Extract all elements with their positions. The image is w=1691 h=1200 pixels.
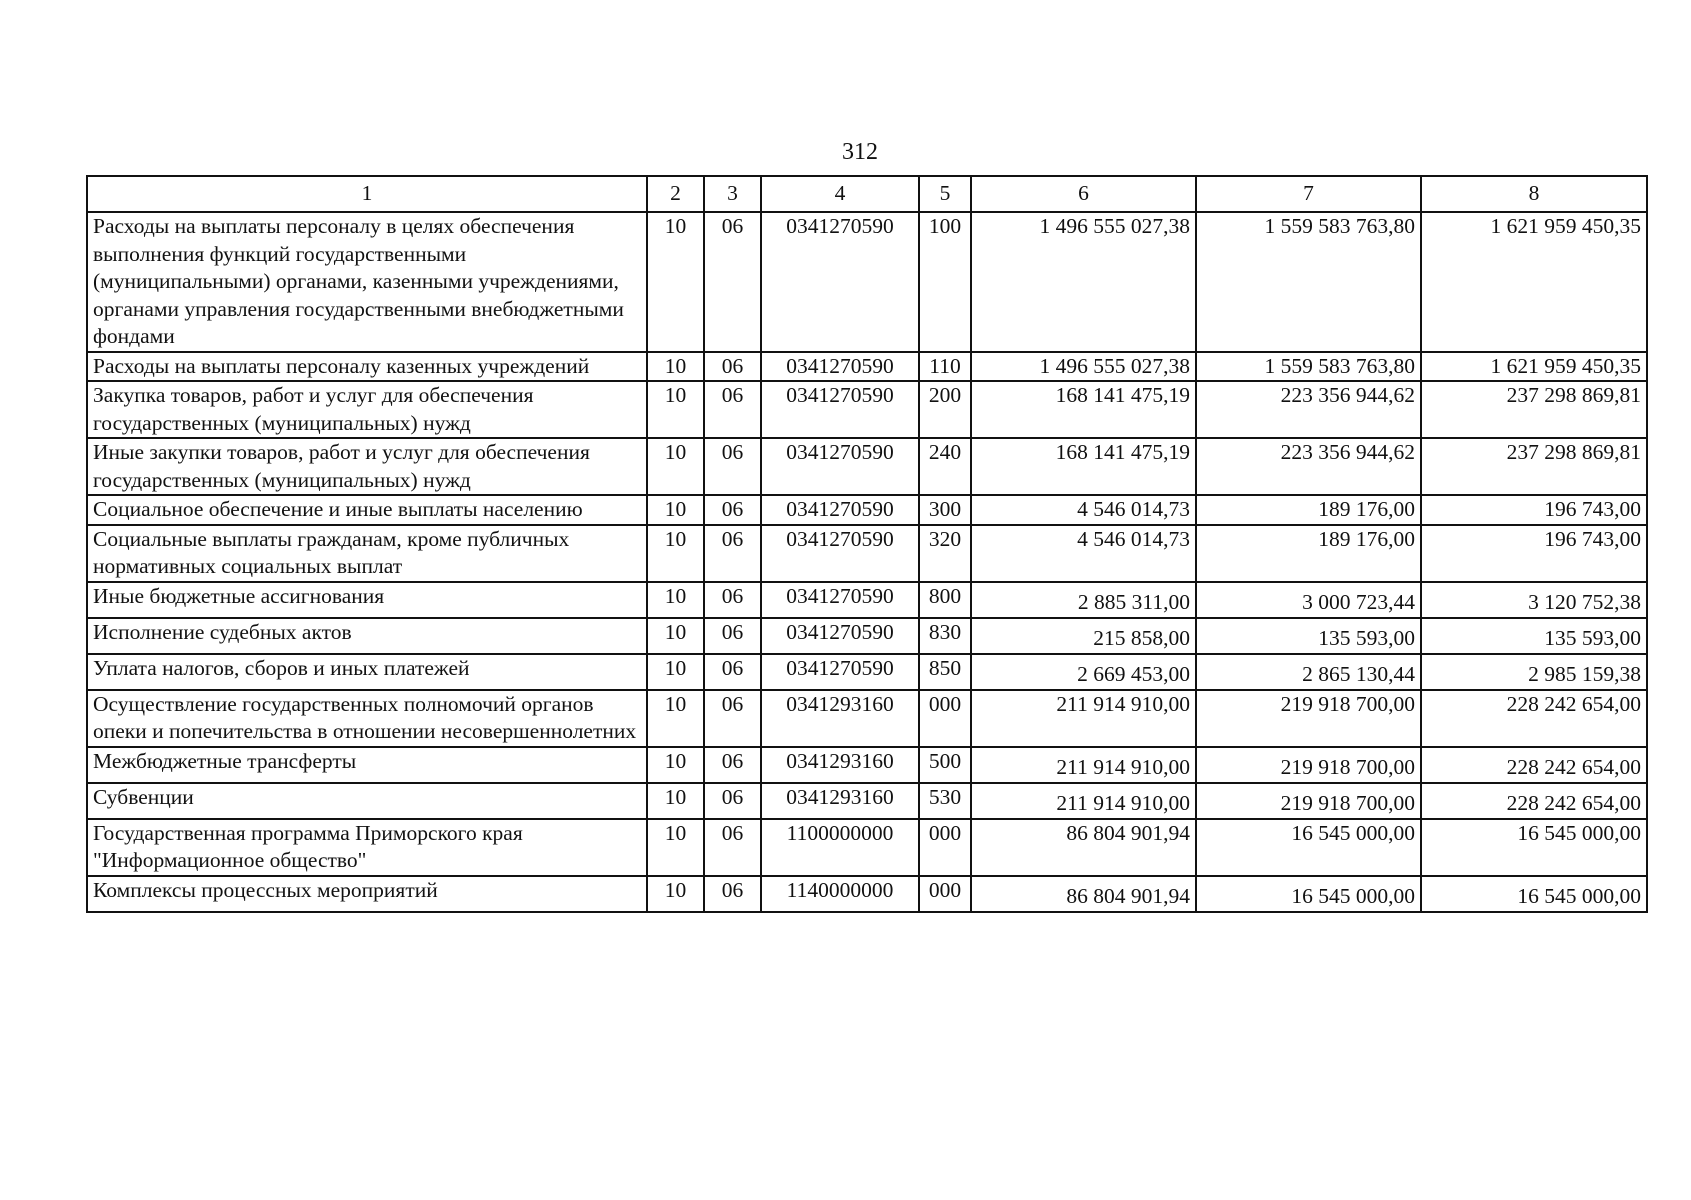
budget-table bbox=[86, 175, 1648, 913]
row-amount-3: 196 743,00 bbox=[1421, 525, 1647, 582]
row-subsection: 06 bbox=[704, 690, 761, 747]
row-amount-1: 168 141 475,19 bbox=[971, 438, 1196, 495]
row-amount-2: 219 918 700,00 bbox=[1196, 783, 1421, 819]
row-amount-1: 86 804 901,94 bbox=[971, 819, 1196, 876]
row-amount-2: 16 545 000,00 bbox=[1196, 876, 1421, 912]
table-row bbox=[87, 876, 1647, 912]
row-name: Закупка товаров, работ и услуг для обеспечения государственных (муниципальных) нужд bbox=[87, 381, 647, 438]
row-section: 10 bbox=[647, 747, 704, 783]
row-subsection: 06 bbox=[704, 352, 761, 382]
row-amount-3: 135 593,00 bbox=[1421, 618, 1647, 654]
row-expense-type: 320 bbox=[919, 525, 971, 582]
row-target-article: 0341270590 bbox=[761, 438, 919, 495]
row-amount-2: 219 918 700,00 bbox=[1196, 690, 1421, 747]
row-amount-2: 3 000 723,44 bbox=[1196, 582, 1421, 618]
row-section: 10 bbox=[647, 582, 704, 618]
row-amount-1: 86 804 901,94 bbox=[971, 876, 1196, 912]
row-expense-type: 500 bbox=[919, 747, 971, 783]
header-cell: 7 bbox=[1196, 176, 1421, 212]
row-amount-1: 168 141 475,19 bbox=[971, 381, 1196, 438]
row-target-article: 0341270590 bbox=[761, 525, 919, 582]
table-row bbox=[87, 352, 1647, 382]
row-expense-type: 850 bbox=[919, 654, 971, 690]
row-amount-3: 196 743,00 bbox=[1421, 495, 1647, 525]
row-amount-1: 1 496 555 027,38 bbox=[971, 212, 1196, 352]
row-subsection: 06 bbox=[704, 525, 761, 582]
table-row bbox=[87, 525, 1647, 582]
row-expense-type: 240 bbox=[919, 438, 971, 495]
row-amount-3: 3 120 752,38 bbox=[1421, 582, 1647, 618]
header-cell: 3 bbox=[704, 176, 761, 212]
table-row bbox=[87, 212, 1647, 352]
row-amount-3: 228 242 654,00 bbox=[1421, 747, 1647, 783]
header-cell: 2 bbox=[647, 176, 704, 212]
row-name: Межбюджетные трансферты bbox=[87, 747, 647, 783]
row-subsection: 06 bbox=[704, 819, 761, 876]
row-amount-2: 1 559 583 763,80 bbox=[1196, 352, 1421, 382]
row-section: 10 bbox=[647, 690, 704, 747]
table-row bbox=[87, 618, 1647, 654]
row-amount-1: 2 669 453,00 bbox=[971, 654, 1196, 690]
row-amount-3: 237 298 869,81 bbox=[1421, 381, 1647, 438]
table-row bbox=[87, 783, 1647, 819]
page-number: 312 bbox=[842, 139, 878, 165]
row-target-article: 0341270590 bbox=[761, 495, 919, 525]
row-amount-2: 135 593,00 bbox=[1196, 618, 1421, 654]
row-amount-3: 228 242 654,00 bbox=[1421, 783, 1647, 819]
row-section: 10 bbox=[647, 438, 704, 495]
row-expense-type: 100 bbox=[919, 212, 971, 352]
row-target-article: 1140000000 bbox=[761, 876, 919, 912]
row-section: 10 bbox=[647, 876, 704, 912]
table-row bbox=[87, 690, 1647, 747]
row-amount-2: 1 559 583 763,80 bbox=[1196, 212, 1421, 352]
row-name: Осуществление государственных полномочий органов опеки и попечительства в отношении несовершеннолетних bbox=[87, 690, 647, 747]
row-amount-2: 2 865 130,44 bbox=[1196, 654, 1421, 690]
row-subsection: 06 bbox=[704, 582, 761, 618]
row-name: Исполнение судебных актов bbox=[87, 618, 647, 654]
row-expense-type: 530 bbox=[919, 783, 971, 819]
row-expense-type: 800 bbox=[919, 582, 971, 618]
row-amount-1: 4 546 014,73 bbox=[971, 495, 1196, 525]
row-amount-3: 16 545 000,00 bbox=[1421, 819, 1647, 876]
row-section: 10 bbox=[647, 495, 704, 525]
table-row bbox=[87, 747, 1647, 783]
header-cell: 4 bbox=[761, 176, 919, 212]
row-amount-2: 189 176,00 bbox=[1196, 495, 1421, 525]
header-cell: 6 bbox=[971, 176, 1196, 212]
row-name: Расходы на выплаты персоналу в целях обеспечения выполнения функций государственными (муниципальными) органами, казенными учреждениями, органами управления государственными внебюджетными фондами bbox=[87, 212, 647, 352]
table-row bbox=[87, 654, 1647, 690]
row-section: 10 bbox=[647, 352, 704, 382]
row-amount-3: 228 242 654,00 bbox=[1421, 690, 1647, 747]
row-expense-type: 200 bbox=[919, 381, 971, 438]
row-expense-type: 830 bbox=[919, 618, 971, 654]
row-subsection: 06 bbox=[704, 783, 761, 819]
row-name: Субвенции bbox=[87, 783, 647, 819]
row-subsection: 06 bbox=[704, 654, 761, 690]
row-name: Иные закупки товаров, работ и услуг для обеспечения государственных (муниципальных) нужд bbox=[87, 438, 647, 495]
row-amount-2: 16 545 000,00 bbox=[1196, 819, 1421, 876]
row-target-article: 0341293160 bbox=[761, 783, 919, 819]
table-row bbox=[87, 438, 1647, 495]
row-amount-1: 211 914 910,00 bbox=[971, 690, 1196, 747]
row-target-article: 0341293160 bbox=[761, 690, 919, 747]
row-subsection: 06 bbox=[704, 618, 761, 654]
row-amount-2: 189 176,00 bbox=[1196, 525, 1421, 582]
row-name: Комплексы процессных мероприятий bbox=[87, 876, 647, 912]
row-section: 10 bbox=[647, 783, 704, 819]
row-expense-type: 000 bbox=[919, 876, 971, 912]
header-row bbox=[87, 176, 1647, 212]
row-section: 10 bbox=[647, 654, 704, 690]
row-target-article: 0341270590 bbox=[761, 352, 919, 382]
row-name: Государственная программа Приморского края "Информационное общество" bbox=[87, 819, 647, 876]
row-amount-1: 215 858,00 bbox=[971, 618, 1196, 654]
row-subsection: 06 bbox=[704, 212, 761, 352]
header-cell: 1 bbox=[87, 176, 647, 212]
row-amount-3: 1 621 959 450,35 bbox=[1421, 212, 1647, 352]
row-subsection: 06 bbox=[704, 438, 761, 495]
row-subsection: 06 bbox=[704, 381, 761, 438]
row-target-article: 0341293160 bbox=[761, 747, 919, 783]
header-cell: 5 bbox=[919, 176, 971, 212]
row-expense-type: 000 bbox=[919, 690, 971, 747]
row-target-article: 0341270590 bbox=[761, 582, 919, 618]
row-amount-1: 4 546 014,73 bbox=[971, 525, 1196, 582]
row-amount-1: 211 914 910,00 bbox=[971, 747, 1196, 783]
table-row bbox=[87, 495, 1647, 525]
row-amount-1: 211 914 910,00 bbox=[971, 783, 1196, 819]
row-subsection: 06 bbox=[704, 747, 761, 783]
row-target-article: 0341270590 bbox=[761, 618, 919, 654]
row-target-article: 0341270590 bbox=[761, 381, 919, 438]
row-name: Социальное обеспечение и иные выплаты населению bbox=[87, 495, 647, 525]
row-name: Социальные выплаты гражданам, кроме публичных нормативных социальных выплат bbox=[87, 525, 647, 582]
row-amount-1: 2 885 311,00 bbox=[971, 582, 1196, 618]
row-target-article: 1100000000 bbox=[761, 819, 919, 876]
table-row bbox=[87, 381, 1647, 438]
row-section: 10 bbox=[647, 381, 704, 438]
row-section: 10 bbox=[647, 212, 704, 352]
row-target-article: 0341270590 bbox=[761, 212, 919, 352]
row-amount-2: 223 356 944,62 bbox=[1196, 381, 1421, 438]
table-row bbox=[87, 819, 1647, 876]
row-amount-3: 1 621 959 450,35 bbox=[1421, 352, 1647, 382]
row-expense-type: 000 bbox=[919, 819, 971, 876]
row-amount-3: 2 985 159,38 bbox=[1421, 654, 1647, 690]
row-amount-2: 223 356 944,62 bbox=[1196, 438, 1421, 495]
row-section: 10 bbox=[647, 618, 704, 654]
row-expense-type: 300 bbox=[919, 495, 971, 525]
header-cell: 8 bbox=[1421, 176, 1647, 212]
row-subsection: 06 bbox=[704, 876, 761, 912]
row-expense-type: 110 bbox=[919, 352, 971, 382]
row-name: Иные бюджетные ассигнования bbox=[87, 582, 647, 618]
row-name: Расходы на выплаты персоналу казенных учреждений bbox=[87, 352, 647, 382]
table-row bbox=[87, 582, 1647, 618]
row-subsection: 06 bbox=[704, 495, 761, 525]
row-amount-1: 1 496 555 027,38 bbox=[971, 352, 1196, 382]
row-section: 10 bbox=[647, 819, 704, 876]
row-name: Уплата налогов, сборов и иных платежей bbox=[87, 654, 647, 690]
row-amount-3: 237 298 869,81 bbox=[1421, 438, 1647, 495]
row-amount-3: 16 545 000,00 bbox=[1421, 876, 1647, 912]
row-amount-2: 219 918 700,00 bbox=[1196, 747, 1421, 783]
row-target-article: 0341270590 bbox=[761, 654, 919, 690]
row-section: 10 bbox=[647, 525, 704, 582]
